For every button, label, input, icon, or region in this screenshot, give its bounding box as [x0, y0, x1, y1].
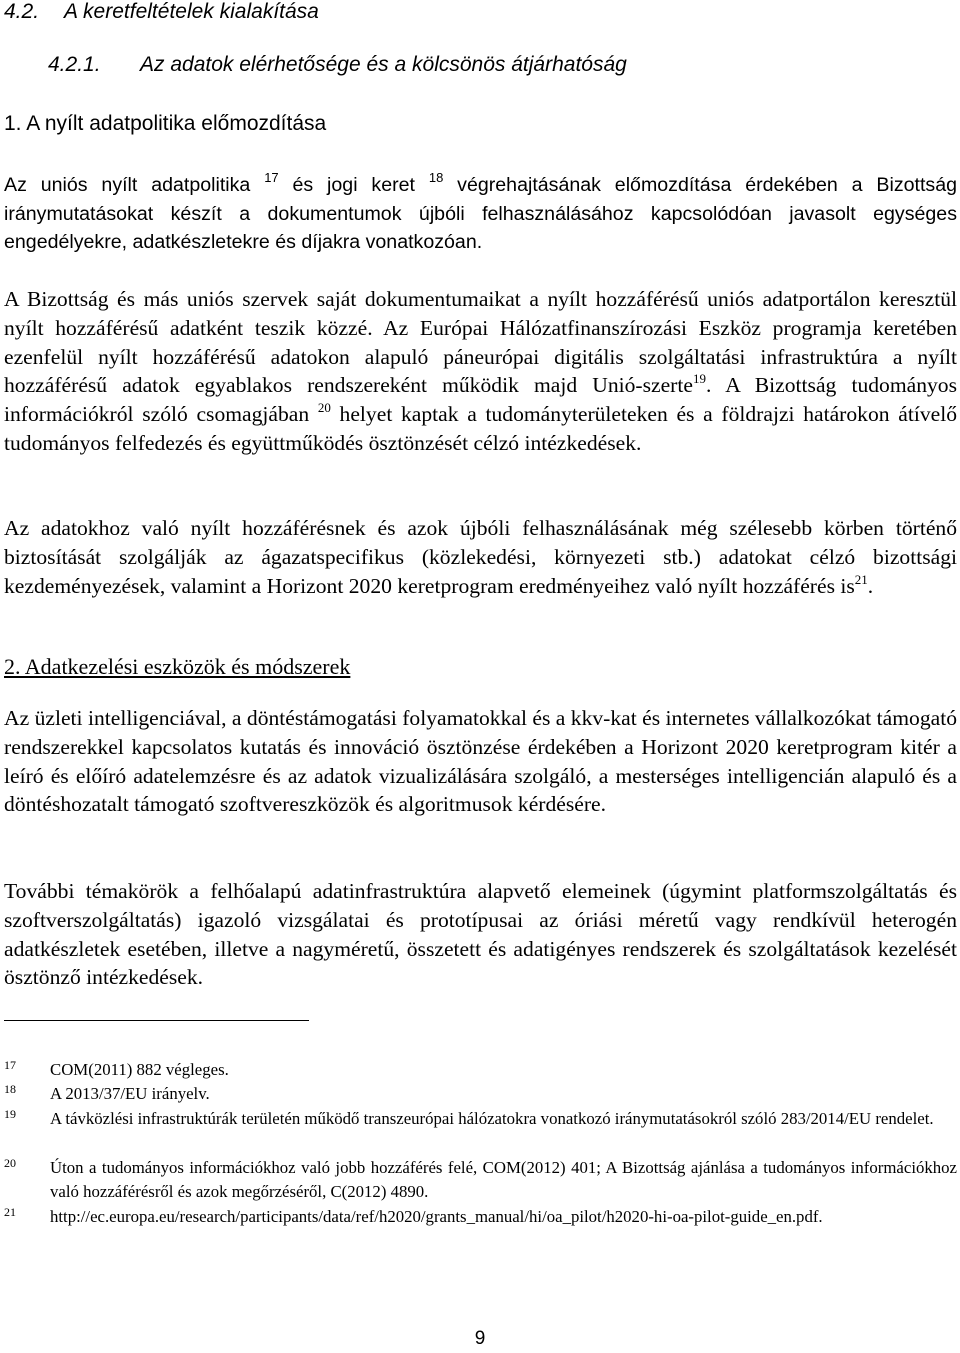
footnote-text: COM(2011) 882 végleges.: [50, 1060, 229, 1079]
footnote-ref-21[interactable]: 21: [854, 571, 868, 587]
footnote-mark: 18: [4, 1082, 16, 1096]
footnote-text: Úton a tudományos információkhoz való jobb hozzáférés felé, COM(2012) 401; A Bizottság ajánlása a tudományos információkhoz való hozzáférésről és azok megőrzéséről, C(2012) 4890.: [50, 1158, 957, 1201]
subsection-number: 4.2.1.: [48, 53, 101, 76]
section-number: 4.2.: [4, 0, 40, 23]
footnote-17: [4, 1058, 957, 1082]
text-run: . A Bizottság tudományos információkról szóló csomagjában: [4, 373, 958, 427]
footnote-18: [4, 1082, 957, 1106]
footnote-mark: 20: [4, 1156, 16, 1170]
footnote-ref-18[interactable]: 18: [428, 170, 444, 185]
footnote-mark: 17: [4, 1058, 16, 1072]
text-run: A Bizottság és más uniós szervek saját dokumentumaikat a nyílt hozzáférésű uniós adatportálon keresztül nyílt hozzáférésű adatként teszik közzé. Az Európai Hálózatfinanszírozási Eszköz programja keretében ezenfelül nyílt hozzáférésű adatokon alapuló páneurópai digitális szolgáltatási infrastruktúra a nyílt hozzáférésű adatok egyablakos rendszereként működik majd Unió-szerte: [4, 287, 957, 398]
paragraph-open-data-policy: [4, 171, 957, 257]
paragraph-data-portal: [4, 285, 957, 458]
subsection-heading: [48, 51, 627, 79]
subsection-title: Az adatok elérhetősége és a kölcsönös átjárhatóság: [140, 53, 627, 76]
paragraph-open-access: [4, 514, 957, 600]
text-run: végrehajtásának előmozdítása érdekében a Bizottság iránymutatásokat készít a dokumentumok újbóli felhasználásához kapcsolódóan javasolt egységes engedélyekre, adatkészletekre és díjakra vonatkozóan.: [4, 174, 958, 254]
footnote-ref-17[interactable]: 17: [264, 170, 279, 185]
footnote-mark: 21: [4, 1205, 16, 1219]
text-run: és jogi keret: [278, 174, 429, 196]
text-run: Az uniós nyílt adatpolitika: [4, 174, 265, 196]
topic-heading-data-tools: 2. Adatkezelési eszközök és módszerek: [4, 654, 351, 679]
section-title: A keretfeltételek kialakítása: [64, 0, 319, 23]
text-run: .: [867, 573, 874, 598]
paragraph-business-intelligence: Az üzleti intelligenciával, a döntéstámogatási folyamatokkal és a kkv-kat és internetes vállalkozókat támogató rendszerekkel kapcsolatos kutatás és innováció ösztönzése érdekében a Horizont 2020 keretprogram kitér a leíró és előíró adatelemzésre és az adatok vizualizálására szolgáló, a mesterséges intelligencián alapuló és a döntéshozatalt támogató szoftvereszközök és algoritmusok kérdésére.: [4, 706, 957, 817]
footnote-link[interactable]: http://ec.europa.eu/research/participants/data/ref/h2020/grants_manual/hi/oa_pilot/h2020-hi-oa-pilot-guide_en.pdf.: [50, 1207, 823, 1226]
text-run: Az adatokhoz való nyílt hozzáférésnek és azok újbóli felhasználásának még szélesebb körben történő biztosítását szolgálják az ágazatspecifikus (közlekedési, környezeti stb.) adatokat célzó bizottsági kezdeményezések, valamint a Horizont 2020 keretprogram eredményeihez való nyílt hozzáférés is: [4, 516, 957, 598]
paragraph-cloud-infrastructure: További témakörök a felhőalapú adatinfrastruktúra alapvető elemeinek (úgymint platformszolgáltatás és szoftverszolgáltatás) igazoló vizsgálatai és prototípusai az óriási méretű vagy rendkívül heterogén adatkészletek esetében, illetve a nagyméretű, összetett és adatigényes rendszerek és szolgáltatások kezelését ösztönző intézkedések.: [4, 879, 957, 990]
footnote-text: A távközlési infrastruktúrák területén működő transzeurópai hálózatokra vonatkozó iránymutatásokról szóló 283/2014/EU rendelet.: [50, 1109, 934, 1128]
footnote-ref-19[interactable]: 19: [692, 371, 706, 387]
footnote-separator: [4, 1020, 309, 1021]
footnote-19: [4, 1107, 957, 1131]
footnote-text: A 2013/37/EU irányelv.: [50, 1084, 210, 1103]
footnote-21: [4, 1205, 957, 1229]
footnote-20: [4, 1156, 957, 1204]
text-run: helyet kaptak a tudományterületeken és a földrajzi határokon átívelő tudományos felfedezés és együttműködés ösztönzését célzó intézkedések.: [4, 402, 957, 455]
page-number: 9: [474, 1328, 486, 1349]
section-heading: [4, 0, 319, 26]
footnote-ref-20[interactable]: 20: [317, 400, 331, 416]
topic-heading-open-data: 1. A nyílt adatpolitika előmozdítása: [4, 112, 327, 135]
footnote-mark: 19: [4, 1107, 16, 1121]
